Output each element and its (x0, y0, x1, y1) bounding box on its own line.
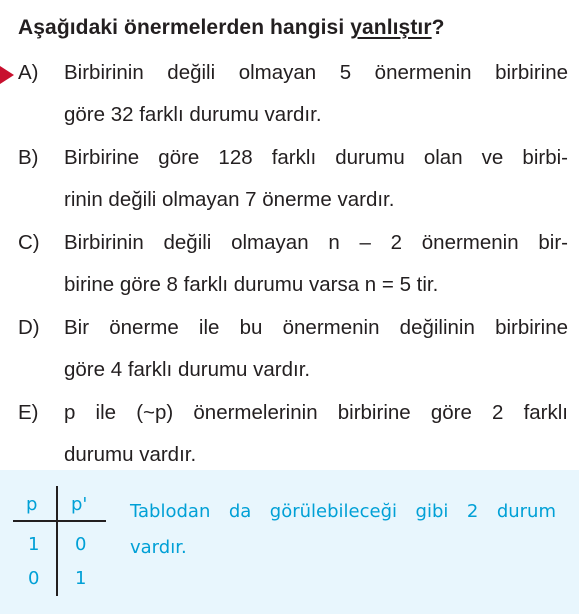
option-line: Birbirinin değili olmayan n – 2 önermenin bir- (64, 231, 568, 254)
option-letter: B) (18, 146, 39, 169)
table-cell: 0 (75, 534, 87, 555)
table-cell: 1 (28, 534, 40, 555)
question-text-before: Aşağıdaki önermelerden hangisi (18, 16, 351, 39)
explanation-line: Tablodan da görülebileceği gibi 2 durum (130, 501, 556, 522)
question-text-after: ? (431, 16, 445, 39)
option-line: durumu vardır. (64, 443, 197, 466)
option-line: Bir önerme ile bu önermenin değilinin birbirine (64, 316, 568, 339)
option-line: Birbirinin değili olmayan 5 önermenin birbirine (64, 61, 568, 84)
option-line: göre 4 farklı durumu vardır. (64, 358, 311, 381)
option-line: Birbirine göre 128 farklı durumu olan ve birbi- (64, 146, 568, 169)
option-line: p ile (~p) önermelerinin birbirine göre 2 farklı (64, 401, 568, 424)
question-underlined-word: yanlıştır (350, 16, 432, 39)
option-line: rinin değili olmayan 7 önerme vardır. (64, 188, 395, 211)
option-letter: A) (18, 61, 39, 84)
answer-marker-icon (0, 66, 14, 84)
option-line: birine göre 8 farklı durumu varsa n = 5 tir. (64, 273, 439, 296)
option-line: göre 32 farklı durumu vardır. (64, 103, 322, 126)
table-cell: 0 (28, 568, 40, 589)
explanation-line: vardır. (130, 537, 187, 558)
option-letter: C) (18, 231, 40, 254)
table-header-divider (13, 520, 106, 522)
table-cell: 1 (75, 568, 87, 589)
solution-panel (0, 470, 579, 614)
option-letter: D) (18, 316, 40, 339)
option-letter: E) (18, 401, 39, 424)
table-header-p: p (26, 494, 38, 515)
table-column-divider (56, 486, 58, 596)
question-title (18, 16, 445, 40)
table-header-p-negation: p' (71, 494, 88, 515)
